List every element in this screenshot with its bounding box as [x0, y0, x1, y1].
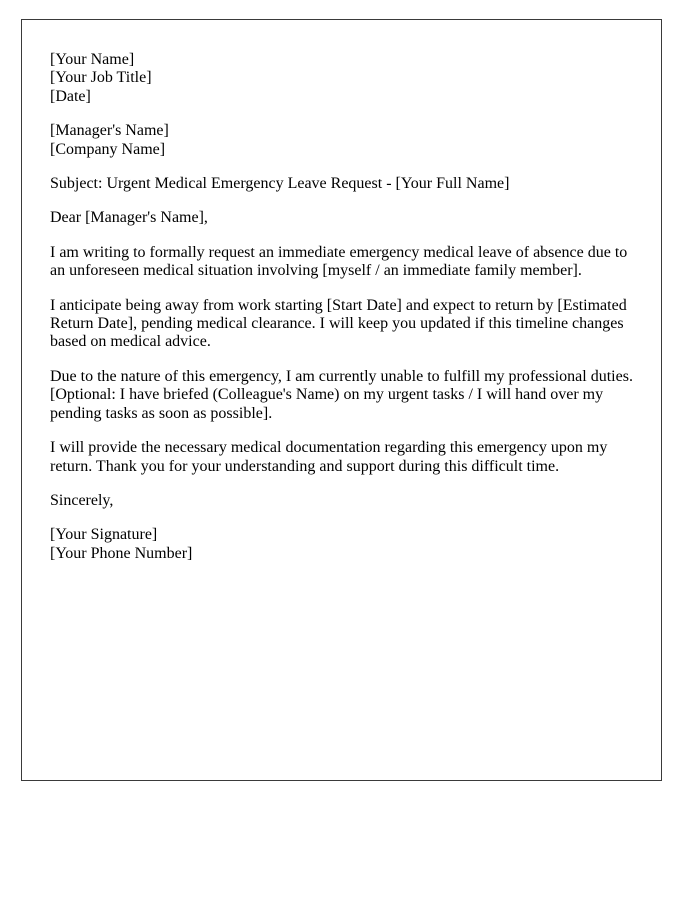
sender-name: [Your Name]	[50, 51, 135, 68]
recipient-company-name: [Company Name]	[50, 140, 166, 158]
body-paragraph-1: I am writing to formally request an immediate emergency medical leave of absence due to an unforeseen medical situation involving [myself / an immediate family member].	[50, 243, 628, 280]
body-paragraph-4: I will provide the necessary medical documentation regarding this emergency upon my return. Thank you for your understanding and support during this difficult time.	[50, 439, 608, 475]
phone-number-placeholder: [Your Phone Number]	[50, 544, 193, 562]
salutation: Dear [Manager's Name],	[50, 209, 208, 227]
signature-placeholder: [Your Signature]	[50, 526, 158, 544]
closing: Sincerely,	[50, 491, 114, 509]
sender-job-title: [Your Job Title]	[50, 69, 152, 87]
body-paragraph-2: I anticipate being away from work starting [Start Date] and expect to return by [Estimated Return Date], pending medical clearance. I will keep you updated if this timeline changes based on medical advice.	[50, 296, 627, 351]
recipient-block	[50, 122, 633, 159]
sender-block	[50, 51, 633, 106]
letter-date: [Date]	[50, 87, 91, 105]
body-paragraph-3: Due to the nature of this emergency, I am currently unable to fulfill my professional duties. [Optional: I have briefed (Colleague's Name) on my urgent tasks / I will hand over my pending tasks as soon as possible].	[50, 367, 633, 422]
signature-block	[50, 526, 633, 563]
recipient-manager-name: [Manager's Name]	[50, 122, 169, 140]
subject-line: Subject: Urgent Medical Emergency Leave Request - [Your Full Name]	[50, 175, 510, 193]
letter-document	[21, 19, 662, 781]
